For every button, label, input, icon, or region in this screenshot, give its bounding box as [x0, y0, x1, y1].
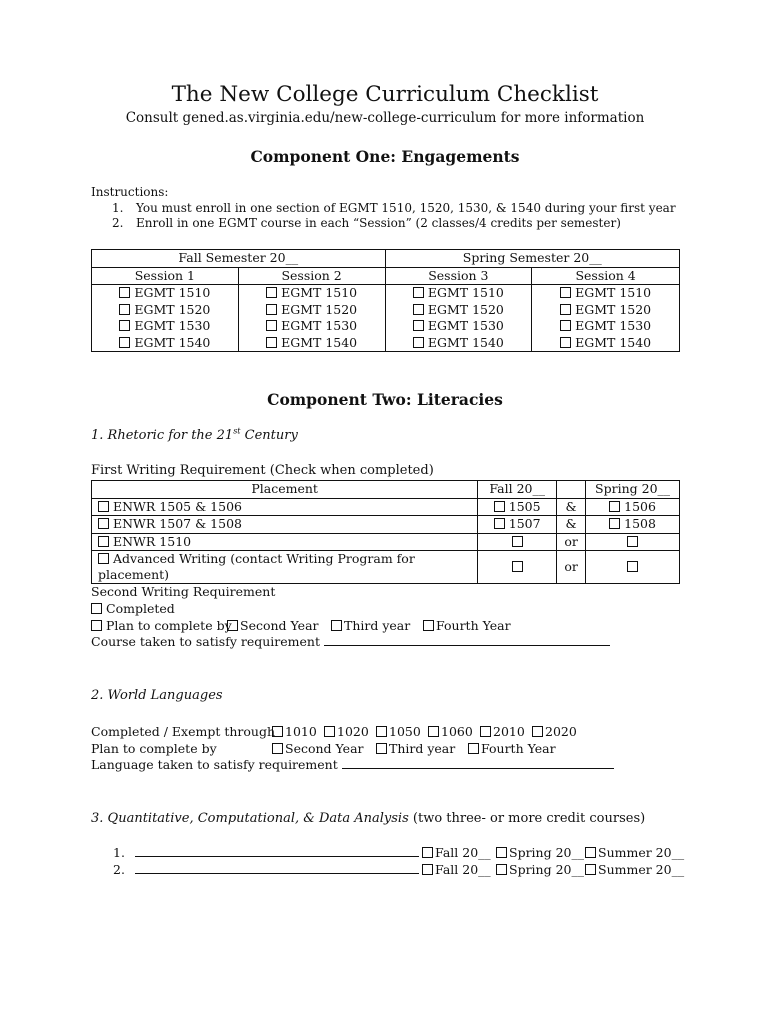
- term-label: Spring 20__: [509, 862, 584, 877]
- checkbox[interactable]: [272, 743, 283, 754]
- course-label: EGMT 1540: [575, 334, 652, 350]
- quantitative-heading: [91, 811, 645, 826]
- course-checkbox-cell[interactable]: [385, 285, 532, 302]
- course-label: EGMT 1530: [281, 318, 358, 334]
- checkbox[interactable]: [413, 287, 424, 298]
- checkbox[interactable]: [496, 847, 507, 858]
- rhetoric-heading-text: Century: [240, 428, 298, 443]
- checkbox[interactable]: [331, 620, 342, 631]
- component-two-heading: Component Two: Literacies: [267, 390, 503, 409]
- rhetoric-heading-text: 1. Rhetoric for the 21: [91, 428, 234, 443]
- checkbox[interactable]: [119, 320, 130, 331]
- course-label: EGMT 1510: [134, 285, 211, 301]
- course-label: EGMT 1520: [575, 301, 652, 317]
- checkbox[interactable]: [266, 320, 277, 331]
- spring-course-cell[interactable]: [586, 516, 680, 534]
- course-checkbox-cell[interactable]: [92, 302, 239, 319]
- spring-course-label: 1508: [624, 516, 656, 532]
- language-taken-row: [91, 757, 614, 772]
- course-label: EGMT 1540: [281, 334, 358, 350]
- first-writing-label: First Writing Requirement (Check when completed): [91, 463, 434, 478]
- component-one-heading: Component One: Engagements: [250, 147, 520, 166]
- checkbox[interactable]: [119, 287, 130, 298]
- placement-label: Advanced Writing (contact Writing Program for placement): [98, 551, 415, 582]
- list-number: 1.: [113, 845, 125, 860]
- languages-plan-label: Plan to complete by: [91, 741, 217, 756]
- connector: &: [557, 516, 586, 534]
- course-checkbox-cell[interactable]: [238, 318, 385, 335]
- list-number: 2.: [113, 862, 125, 877]
- course-taken-label: Course taken to satisfy requirement: [91, 634, 320, 649]
- instruction-number: 2.: [112, 216, 124, 230]
- plan-option-label: Fourth Year: [436, 618, 511, 633]
- term-label: Spring 20__: [509, 845, 584, 860]
- writing-placement-table: [91, 480, 680, 584]
- course-checkbox-cell[interactable]: [238, 285, 385, 302]
- level-label: 1020: [337, 724, 369, 739]
- session-header: Session 3: [385, 267, 532, 285]
- checkbox[interactable]: [609, 501, 620, 512]
- level-label: 1010: [285, 724, 317, 739]
- checkbox[interactable]: [585, 864, 596, 875]
- second-writing-plan[interactable]: [91, 618, 232, 633]
- instruction-item: You must enroll in one section of EGMT 1510, 1520, 1530, & 1540 during your first year: [136, 201, 676, 215]
- checkbox[interactable]: [468, 743, 479, 754]
- checkbox[interactable]: [266, 287, 277, 298]
- checkbox[interactable]: [272, 726, 283, 737]
- course-checkbox-cell[interactable]: [385, 302, 532, 319]
- checkbox[interactable]: [560, 320, 571, 331]
- checkbox[interactable]: [494, 501, 505, 512]
- fall-course-label: 1505: [508, 498, 541, 514]
- fall-course-label: 1507: [508, 516, 541, 532]
- level-option[interactable]: [480, 724, 525, 739]
- spring-course-cell[interactable]: [586, 533, 680, 551]
- course-label: EGMT 1510: [575, 285, 652, 301]
- plan-option[interactable]: [468, 741, 556, 756]
- course-line[interactable]: [135, 845, 419, 860]
- course-label: EGMT 1520: [281, 301, 358, 317]
- rhetoric-heading-sup: st: [233, 426, 241, 436]
- checkbox[interactable]: [512, 536, 523, 547]
- plan-option-label: Third year: [344, 618, 411, 633]
- quantitative-heading-note: (two three- or more credit courses): [408, 811, 646, 826]
- plan-option-label: Fourth Year: [481, 741, 556, 756]
- course-taken-row: [91, 634, 610, 649]
- level-option[interactable]: [428, 724, 473, 739]
- course-checkbox-cell[interactable]: [532, 335, 680, 352]
- spring-header: Spring 20__: [586, 481, 680, 499]
- course-checkbox-cell[interactable]: [92, 335, 239, 352]
- quantitative-heading-text: 3. Quantitative, Computational, & Data Analysis: [91, 811, 409, 826]
- course-label: EGMT 1510: [427, 285, 504, 301]
- languages-completed-label: Completed / Exempt through: [91, 724, 276, 739]
- languages-heading: 2. World Languages: [91, 688, 223, 703]
- placement-option[interactable]: [92, 533, 478, 551]
- fall-course-cell[interactable]: [478, 533, 557, 551]
- language-taken-label: Language taken to satisfy requirement: [91, 757, 338, 772]
- course-checkbox-cell[interactable]: [532, 285, 680, 302]
- fall-course-cell[interactable]: [478, 516, 557, 534]
- instructions-label: Instructions:: [91, 185, 169, 199]
- connector: &: [557, 498, 586, 516]
- course-taken-line[interactable]: [324, 635, 610, 646]
- plan-option[interactable]: [272, 741, 364, 756]
- checkbox[interactable]: [376, 726, 387, 737]
- session-header: Session 2: [238, 267, 385, 285]
- connector: or: [557, 551, 586, 584]
- checkbox[interactable]: [423, 620, 434, 631]
- checkbox[interactable]: [324, 726, 335, 737]
- page-subtitle: Consult gened.as.virginia.edu/new-college-curriculum for more information: [125, 110, 645, 126]
- checkbox[interactable]: [266, 337, 277, 348]
- checkbox[interactable]: [413, 337, 424, 348]
- course-checkbox-cell[interactable]: [238, 302, 385, 319]
- checkbox[interactable]: [627, 561, 638, 572]
- session-header: Session 4: [532, 267, 680, 285]
- placement-label: ENWR 1510: [113, 533, 192, 549]
- placement-option[interactable]: [92, 516, 478, 534]
- level-label: 2020: [545, 724, 577, 739]
- checkbox[interactable]: [98, 553, 109, 564]
- plan-option[interactable]: [227, 618, 319, 633]
- course-checkbox-cell[interactable]: [532, 318, 680, 335]
- checkbox[interactable]: [98, 518, 109, 529]
- checkbox[interactable]: [480, 726, 491, 737]
- fall-semester-header: Fall Semester 20__: [92, 250, 386, 268]
- checkbox[interactable]: [98, 536, 109, 547]
- connector-header: [557, 481, 586, 499]
- term-option[interactable]: [585, 862, 684, 877]
- checkbox[interactable]: [422, 847, 433, 858]
- course-checkbox-cell[interactable]: [238, 335, 385, 352]
- plan-option[interactable]: [423, 618, 511, 633]
- course-label: EGMT 1520: [134, 301, 211, 317]
- level-option[interactable]: [532, 724, 577, 739]
- plan-option-label: Third year: [389, 741, 456, 756]
- checkbox[interactable]: [376, 743, 387, 754]
- plan-label: Plan to complete by: [106, 618, 232, 633]
- fall-course-cell[interactable]: [478, 498, 557, 516]
- level-option[interactable]: [376, 724, 421, 739]
- checkbox[interactable]: [496, 864, 507, 875]
- instruction-item: Enroll in one EGMT course in each “Session” (2 classes/4 credits per semester): [136, 216, 621, 230]
- term-label: Summer 20__: [598, 862, 685, 877]
- completed-label: Completed: [106, 601, 175, 616]
- term-option[interactable]: [422, 862, 491, 877]
- engagements-table: [91, 249, 680, 352]
- checkbox[interactable]: [609, 518, 620, 529]
- term-label: Summer 20__: [598, 845, 685, 860]
- spring-course-cell[interactable]: [586, 551, 680, 584]
- checkbox[interactable]: [91, 603, 102, 614]
- checkbox[interactable]: [119, 337, 130, 348]
- session-header: Session 1: [92, 267, 239, 285]
- fall-course-cell[interactable]: [478, 551, 557, 584]
- checkbox[interactable]: [428, 726, 439, 737]
- checkbox[interactable]: [494, 518, 505, 529]
- course-label: EGMT 1540: [134, 334, 211, 350]
- checkbox[interactable]: [98, 501, 109, 512]
- checkbox[interactable]: [227, 620, 238, 631]
- plan-option-label: Second Year: [240, 618, 319, 633]
- checkbox[interactable]: [413, 320, 424, 331]
- checkbox[interactable]: [560, 287, 571, 298]
- course-label: EGMT 1530: [575, 318, 652, 334]
- level-label: 1050: [389, 724, 421, 739]
- checkbox[interactable]: [512, 561, 523, 572]
- checkbox[interactable]: [560, 337, 571, 348]
- term-option[interactable]: [585, 845, 684, 860]
- term-option[interactable]: [496, 845, 584, 860]
- instruction-number: 1.: [112, 201, 124, 215]
- plan-option[interactable]: [376, 741, 455, 756]
- page-title: The New College Curriculum Checklist: [171, 82, 599, 107]
- connector: or: [557, 533, 586, 551]
- level-option[interactable]: [324, 724, 369, 739]
- checkbox[interactable]: [413, 304, 424, 315]
- placement-label: ENWR 1505 & 1506: [113, 498, 242, 514]
- term-label: Fall 20__: [435, 862, 491, 877]
- term-option[interactable]: [422, 845, 491, 860]
- spring-course-cell[interactable]: [586, 498, 680, 516]
- fall-header: Fall 20__: [478, 481, 557, 499]
- course-checkbox-cell[interactable]: [92, 318, 239, 335]
- course-checkbox-cell[interactable]: [385, 318, 532, 335]
- term-label: Fall 20__: [435, 845, 491, 860]
- course-line[interactable]: [135, 862, 419, 877]
- plan-option[interactable]: [331, 618, 410, 633]
- rhetoric-heading: [91, 428, 298, 443]
- course-blank[interactable]: [135, 846, 419, 857]
- checkbox[interactable]: [91, 620, 102, 631]
- course-checkbox-cell[interactable]: [385, 335, 532, 352]
- course-label: EGMT 1530: [427, 318, 504, 334]
- language-taken-line[interactable]: [342, 758, 614, 769]
- placement-header: Placement: [92, 481, 478, 499]
- level-label: 1060: [441, 724, 473, 739]
- checkbox[interactable]: [119, 304, 130, 315]
- placement-option[interactable]: [92, 551, 478, 584]
- spring-semester-header: Spring Semester 20__: [385, 250, 680, 268]
- course-label: EGMT 1520: [427, 301, 504, 317]
- course-checkbox-cell[interactable]: [532, 302, 680, 319]
- course-label: EGMT 1530: [134, 318, 211, 334]
- course-checkbox-cell[interactable]: [92, 285, 239, 302]
- checkbox[interactable]: [560, 304, 571, 315]
- course-label: EGMT 1510: [281, 285, 358, 301]
- placement-label: ENWR 1507 & 1508: [113, 516, 242, 532]
- term-option[interactable]: [496, 862, 584, 877]
- spring-course-label: 1506: [624, 498, 656, 514]
- second-writing-completed[interactable]: [91, 601, 175, 616]
- checkbox[interactable]: [532, 726, 543, 737]
- checkbox[interactable]: [422, 864, 433, 875]
- level-option[interactable]: [272, 724, 317, 739]
- course-label: EGMT 1540: [427, 334, 504, 350]
- second-writing-label: Second Writing Requirement: [91, 584, 276, 599]
- level-label: 2010: [493, 724, 525, 739]
- checkbox[interactable]: [585, 847, 596, 858]
- placement-option[interactable]: [92, 498, 478, 516]
- course-blank[interactable]: [135, 863, 419, 874]
- plan-option-label: Second Year: [285, 741, 364, 756]
- checkbox[interactable]: [627, 536, 638, 547]
- checkbox[interactable]: [266, 304, 277, 315]
